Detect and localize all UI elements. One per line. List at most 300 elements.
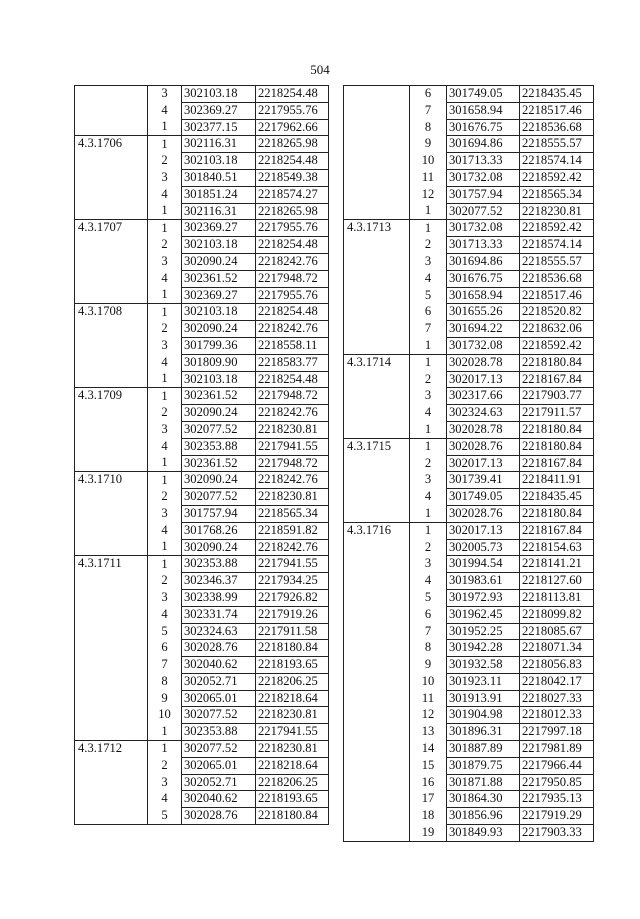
parcel-id-cell [75, 253, 148, 270]
x-coordinate-cell: 301923.11 [447, 673, 520, 690]
y-coordinate-cell: 2218230.81 [256, 741, 329, 758]
parcel-id-cell: 4.3.1715 [344, 438, 410, 455]
table-row [344, 673, 594, 690]
table-row [344, 321, 594, 338]
x-coordinate-cell: 302077.52 [182, 489, 256, 506]
point-number-cell: 5 [148, 623, 182, 640]
y-coordinate-cell: 2218154.63 [520, 539, 594, 556]
point-number-cell: 4 [148, 606, 182, 623]
y-coordinate-cell: 2218193.65 [256, 791, 329, 808]
table-row [344, 102, 594, 119]
point-number-cell: 7 [410, 321, 447, 338]
y-coordinate-cell: 2218265.98 [256, 136, 329, 153]
point-number-cell: 10 [410, 673, 447, 690]
point-number-cell: 2 [410, 539, 447, 556]
parcel-id-cell [344, 287, 410, 304]
y-coordinate-cell: 2218230.81 [256, 489, 329, 506]
x-coordinate-cell: 301655.26 [447, 304, 520, 321]
point-number-cell: 9 [148, 690, 182, 707]
y-coordinate-cell: 2218180.84 [520, 505, 594, 522]
parcel-id-cell [75, 186, 148, 203]
parcel-id-cell [344, 690, 410, 707]
y-coordinate-cell: 2217941.55 [256, 724, 329, 741]
point-number-cell: 16 [410, 774, 447, 791]
point-number-cell: 3 [148, 253, 182, 270]
y-coordinate-cell: 2218113.81 [520, 589, 594, 606]
y-coordinate-cell: 2218632.06 [520, 321, 594, 338]
table-row [75, 673, 329, 690]
parcel-id-cell [75, 321, 148, 338]
parcel-id-cell [75, 489, 148, 506]
point-number-cell: 1 [148, 371, 182, 388]
y-coordinate-cell: 2217911.57 [520, 405, 594, 422]
x-coordinate-cell: 301896.31 [447, 724, 520, 741]
x-coordinate-cell: 301694.86 [447, 253, 520, 270]
x-coordinate-cell: 301994.54 [447, 556, 520, 573]
parcel-id-cell [75, 640, 148, 657]
point-number-cell: 1 [148, 741, 182, 758]
parcel-id-cell: 4.3.1709 [75, 388, 148, 405]
y-coordinate-cell: 2218193.65 [256, 657, 329, 674]
x-coordinate-cell: 302346.37 [182, 573, 256, 590]
y-coordinate-cell: 2218180.84 [256, 640, 329, 657]
parcel-id-cell [344, 86, 410, 103]
y-coordinate-cell: 2217955.76 [256, 102, 329, 119]
parcel-id-cell [75, 153, 148, 170]
x-coordinate-cell: 302361.52 [182, 388, 256, 405]
x-coordinate-cell: 301952.25 [447, 623, 520, 640]
point-number-cell: 3 [148, 505, 182, 522]
table-row [344, 573, 594, 590]
parcel-id-cell [75, 354, 148, 371]
point-number-cell: 11 [410, 169, 447, 186]
table-row [75, 388, 329, 405]
x-coordinate-cell: 301809.90 [182, 354, 256, 371]
table-row [75, 623, 329, 640]
point-number-cell: 5 [410, 589, 447, 606]
x-coordinate-cell: 301942.28 [447, 640, 520, 657]
table-row [75, 438, 329, 455]
parcel-id-cell [75, 791, 148, 808]
y-coordinate-cell: 2217903.77 [520, 388, 594, 405]
x-coordinate-cell: 302369.27 [182, 220, 256, 237]
parcel-id-cell [75, 539, 148, 556]
x-coordinate-cell: 302040.62 [182, 791, 256, 808]
x-coordinate-cell: 301840.51 [182, 169, 256, 186]
parcel-id-cell [344, 119, 410, 136]
x-coordinate-cell: 301694.86 [447, 136, 520, 153]
point-number-cell: 7 [410, 623, 447, 640]
table-row [344, 421, 594, 438]
point-number-cell: 4 [410, 573, 447, 590]
point-number-cell: 1 [148, 287, 182, 304]
point-number-cell: 1 [410, 220, 447, 237]
y-coordinate-cell: 2218085.67 [520, 623, 594, 640]
x-coordinate-cell: 302090.24 [182, 321, 256, 338]
x-coordinate-cell: 301676.75 [447, 270, 520, 287]
parcel-id-cell [344, 757, 410, 774]
x-coordinate-cell: 302090.24 [182, 405, 256, 422]
table-row [75, 690, 329, 707]
point-number-cell: 1 [148, 539, 182, 556]
point-number-cell: 3 [410, 472, 447, 489]
parcel-id-cell [75, 421, 148, 438]
y-coordinate-cell: 2218012.33 [520, 707, 594, 724]
x-coordinate-cell: 302077.52 [182, 421, 256, 438]
point-number-cell: 3 [148, 337, 182, 354]
table-row [344, 186, 594, 203]
table-row [344, 724, 594, 741]
point-number-cell: 8 [410, 119, 447, 136]
y-coordinate-cell: 2217919.26 [256, 606, 329, 623]
parcel-id-cell [344, 707, 410, 724]
point-number-cell: 9 [410, 657, 447, 674]
x-coordinate-cell: 301871.88 [447, 774, 520, 791]
table-row [344, 505, 594, 522]
x-coordinate-cell: 301879.75 [447, 757, 520, 774]
y-coordinate-cell: 2217941.55 [256, 438, 329, 455]
x-coordinate-cell: 301972.93 [447, 589, 520, 606]
y-coordinate-cell: 2218180.84 [520, 354, 594, 371]
y-coordinate-cell: 2217948.72 [256, 455, 329, 472]
parcel-id-cell [344, 371, 410, 388]
x-coordinate-cell: 302361.52 [182, 455, 256, 472]
x-coordinate-cell: 302361.52 [182, 270, 256, 287]
x-coordinate-cell: 301713.33 [447, 237, 520, 254]
y-coordinate-cell: 2217948.72 [256, 270, 329, 287]
y-coordinate-cell: 2218549.38 [256, 169, 329, 186]
x-coordinate-cell: 302005.73 [447, 539, 520, 556]
parcel-id-cell [344, 825, 410, 842]
y-coordinate-cell: 2218555.57 [520, 253, 594, 270]
point-number-cell: 2 [148, 153, 182, 170]
x-coordinate-cell: 301768.26 [182, 522, 256, 539]
x-coordinate-cell: 302103.18 [182, 153, 256, 170]
y-coordinate-cell: 2217903.33 [520, 825, 594, 842]
table-row [75, 203, 329, 220]
y-coordinate-cell: 2218565.34 [256, 505, 329, 522]
point-number-cell: 19 [410, 825, 447, 842]
point-number-cell: 5 [410, 287, 447, 304]
point-number-cell: 8 [148, 673, 182, 690]
table-row [75, 741, 329, 758]
x-coordinate-cell: 302077.52 [182, 707, 256, 724]
parcel-id-cell [344, 136, 410, 153]
point-number-cell: 4 [148, 270, 182, 287]
y-coordinate-cell: 2218056.83 [520, 657, 594, 674]
table-row [344, 119, 594, 136]
parcel-id-cell [75, 623, 148, 640]
table-row [344, 371, 594, 388]
y-coordinate-cell: 2218242.76 [256, 539, 329, 556]
y-coordinate-cell: 2218558.11 [256, 337, 329, 354]
x-coordinate-cell: 302317.66 [447, 388, 520, 405]
point-number-cell: 4 [410, 270, 447, 287]
parcel-id-cell [75, 707, 148, 724]
x-coordinate-cell: 301739.41 [447, 472, 520, 489]
y-coordinate-cell: 2218265.98 [256, 203, 329, 220]
y-coordinate-cell: 2218435.45 [520, 86, 594, 103]
x-coordinate-cell: 302028.76 [447, 505, 520, 522]
parcel-id-cell [344, 589, 410, 606]
table-row [344, 472, 594, 489]
table-row [75, 505, 329, 522]
table-row [75, 220, 329, 237]
table-row [75, 337, 329, 354]
point-number-cell: 1 [148, 119, 182, 136]
table-row [344, 791, 594, 808]
y-coordinate-cell: 2218230.81 [520, 203, 594, 220]
x-coordinate-cell: 301913.91 [447, 690, 520, 707]
point-number-cell: 10 [148, 707, 182, 724]
x-coordinate-cell: 301757.94 [447, 186, 520, 203]
point-number-cell: 4 [410, 405, 447, 422]
x-coordinate-cell: 302116.31 [182, 203, 256, 220]
table-row [75, 354, 329, 371]
x-coordinate-cell: 302065.01 [182, 757, 256, 774]
table-row [75, 455, 329, 472]
table-row [75, 371, 329, 388]
coordinate-table-right [343, 85, 594, 842]
point-number-cell: 17 [410, 791, 447, 808]
x-coordinate-cell: 302017.13 [447, 522, 520, 539]
point-number-cell: 2 [410, 237, 447, 254]
parcel-id-cell [344, 657, 410, 674]
point-number-cell: 6 [410, 86, 447, 103]
table-row [344, 556, 594, 573]
parcel-id-cell [75, 522, 148, 539]
parcel-id-cell [344, 606, 410, 623]
x-coordinate-cell: 302331.74 [182, 606, 256, 623]
point-number-cell: 1 [148, 304, 182, 321]
y-coordinate-cell: 2217950.85 [520, 774, 594, 791]
parcel-id-cell [75, 673, 148, 690]
point-number-cell: 1 [148, 203, 182, 220]
y-coordinate-cell: 2218167.84 [520, 455, 594, 472]
point-number-cell: 4 [148, 791, 182, 808]
point-number-cell: 2 [148, 237, 182, 254]
y-coordinate-cell: 2218127.60 [520, 573, 594, 590]
table-row [75, 556, 329, 573]
table-row [75, 774, 329, 791]
x-coordinate-cell: 302028.78 [447, 354, 520, 371]
table-row [344, 153, 594, 170]
table-row [344, 690, 594, 707]
point-number-cell: 10 [410, 153, 447, 170]
point-number-cell: 12 [410, 707, 447, 724]
table-row [344, 354, 594, 371]
x-coordinate-cell: 301851.24 [182, 186, 256, 203]
y-coordinate-cell: 2218574.27 [256, 186, 329, 203]
point-number-cell: 3 [148, 86, 182, 103]
point-number-cell: 1 [148, 388, 182, 405]
y-coordinate-cell: 2217934.25 [256, 573, 329, 590]
x-coordinate-cell: 302028.76 [182, 640, 256, 657]
point-number-cell: 1 [148, 136, 182, 153]
point-number-cell: 1 [148, 220, 182, 237]
x-coordinate-cell: 302116.31 [182, 136, 256, 153]
parcel-id-cell [344, 489, 410, 506]
table-row [75, 270, 329, 287]
point-number-cell: 3 [148, 774, 182, 791]
parcel-id-cell [344, 102, 410, 119]
point-number-cell: 2 [410, 455, 447, 472]
table-row [344, 136, 594, 153]
x-coordinate-cell: 302040.62 [182, 657, 256, 674]
y-coordinate-cell: 2218218.64 [256, 690, 329, 707]
parcel-id-cell [344, 741, 410, 758]
x-coordinate-cell: 302353.88 [182, 724, 256, 741]
y-coordinate-cell: 2218206.25 [256, 673, 329, 690]
y-coordinate-cell: 2217919.29 [520, 808, 594, 825]
parcel-id-cell [75, 102, 148, 119]
table-row [344, 640, 594, 657]
table-row [344, 405, 594, 422]
point-number-cell: 1 [410, 354, 447, 371]
parcel-id-cell [344, 186, 410, 203]
y-coordinate-cell: 2218254.48 [256, 304, 329, 321]
y-coordinate-cell: 2218167.84 [520, 522, 594, 539]
x-coordinate-cell: 301887.89 [447, 741, 520, 758]
parcel-id-cell [344, 270, 410, 287]
table-row [344, 707, 594, 724]
y-coordinate-cell: 2218230.81 [256, 421, 329, 438]
x-coordinate-cell: 301732.08 [447, 337, 520, 354]
y-coordinate-cell: 2218592.42 [520, 169, 594, 186]
table-row [344, 757, 594, 774]
x-coordinate-cell: 302353.88 [182, 438, 256, 455]
table-row [75, 253, 329, 270]
x-coordinate-cell: 302017.13 [447, 371, 520, 388]
parcel-id-cell [75, 757, 148, 774]
table-row [344, 203, 594, 220]
y-coordinate-cell: 2217962.66 [256, 119, 329, 136]
y-coordinate-cell: 2218583.77 [256, 354, 329, 371]
y-coordinate-cell: 2218254.48 [256, 86, 329, 103]
parcel-id-cell: 4.3.1714 [344, 354, 410, 371]
parcel-id-cell [75, 657, 148, 674]
point-number-cell: 4 [148, 186, 182, 203]
point-number-cell: 2 [410, 371, 447, 388]
point-number-cell: 7 [410, 102, 447, 119]
x-coordinate-cell: 302052.71 [182, 774, 256, 791]
point-number-cell: 9 [410, 136, 447, 153]
y-coordinate-cell: 2218071.34 [520, 640, 594, 657]
table-row [344, 237, 594, 254]
x-coordinate-cell: 302028.76 [447, 438, 520, 455]
parcel-id-cell [75, 86, 148, 103]
table-row [344, 253, 594, 270]
parcel-id-cell [75, 690, 148, 707]
x-coordinate-cell: 301732.08 [447, 169, 520, 186]
y-coordinate-cell: 2218536.68 [520, 119, 594, 136]
table-row [75, 539, 329, 556]
table-row [344, 606, 594, 623]
table-row [344, 825, 594, 842]
parcel-id-cell [344, 539, 410, 556]
x-coordinate-cell: 301749.05 [447, 489, 520, 506]
x-coordinate-cell: 302077.52 [182, 741, 256, 758]
x-coordinate-cell: 302052.71 [182, 673, 256, 690]
x-coordinate-cell: 302324.63 [182, 623, 256, 640]
point-number-cell: 7 [148, 657, 182, 674]
point-number-cell: 1 [410, 505, 447, 522]
x-coordinate-cell: 301932.58 [447, 657, 520, 674]
parcel-id-cell [75, 287, 148, 304]
y-coordinate-cell: 2218242.76 [256, 253, 329, 270]
parcel-id-cell [75, 774, 148, 791]
table-row [75, 489, 329, 506]
parcel-id-cell [75, 455, 148, 472]
point-number-cell: 2 [148, 489, 182, 506]
point-number-cell: 3 [410, 253, 447, 270]
table-row [344, 455, 594, 472]
table-row [344, 287, 594, 304]
parcel-id-cell [344, 169, 410, 186]
parcel-id-cell [344, 337, 410, 354]
parcel-id-cell [75, 589, 148, 606]
y-coordinate-cell: 2217955.76 [256, 287, 329, 304]
point-number-cell: 13 [410, 724, 447, 741]
parcel-id-cell [75, 724, 148, 741]
y-coordinate-cell: 2217948.72 [256, 388, 329, 405]
x-coordinate-cell: 302338.99 [182, 589, 256, 606]
table-row [344, 169, 594, 186]
point-number-cell: 6 [148, 640, 182, 657]
table-row [75, 86, 329, 103]
parcel-id-cell: 4.3.1707 [75, 220, 148, 237]
parcel-id-cell [75, 203, 148, 220]
x-coordinate-cell: 302090.24 [182, 253, 256, 270]
x-coordinate-cell: 302103.18 [182, 86, 256, 103]
table-row [344, 438, 594, 455]
table-row [75, 522, 329, 539]
table-row [75, 606, 329, 623]
y-coordinate-cell: 2217997.18 [520, 724, 594, 741]
point-number-cell: 6 [410, 606, 447, 623]
x-coordinate-cell: 302324.63 [447, 405, 520, 422]
x-coordinate-cell: 301856.96 [447, 808, 520, 825]
point-number-cell: 4 [148, 438, 182, 455]
table-row [75, 119, 329, 136]
table-row [344, 808, 594, 825]
parcel-id-cell [344, 791, 410, 808]
point-number-cell: 4 [410, 489, 447, 506]
x-coordinate-cell: 301658.94 [447, 287, 520, 304]
table-row [75, 757, 329, 774]
y-coordinate-cell: 2218206.25 [256, 774, 329, 791]
table-row [344, 741, 594, 758]
y-coordinate-cell: 2217926.82 [256, 589, 329, 606]
parcel-id-cell: 4.3.1711 [75, 556, 148, 573]
y-coordinate-cell: 2218242.76 [256, 321, 329, 338]
y-coordinate-cell: 2218520.82 [520, 304, 594, 321]
y-coordinate-cell: 2218254.48 [256, 153, 329, 170]
x-coordinate-cell: 302090.24 [182, 472, 256, 489]
parcel-id-cell [344, 421, 410, 438]
table-row [344, 522, 594, 539]
parcel-id-cell [75, 237, 148, 254]
point-number-cell: 2 [148, 405, 182, 422]
y-coordinate-cell: 2218555.57 [520, 136, 594, 153]
parcel-id-cell [344, 237, 410, 254]
table-row [75, 724, 329, 741]
table-row [344, 589, 594, 606]
y-coordinate-cell: 2218167.84 [520, 371, 594, 388]
y-coordinate-cell: 2218042.17 [520, 673, 594, 690]
table-row [75, 640, 329, 657]
x-coordinate-cell: 302090.24 [182, 539, 256, 556]
